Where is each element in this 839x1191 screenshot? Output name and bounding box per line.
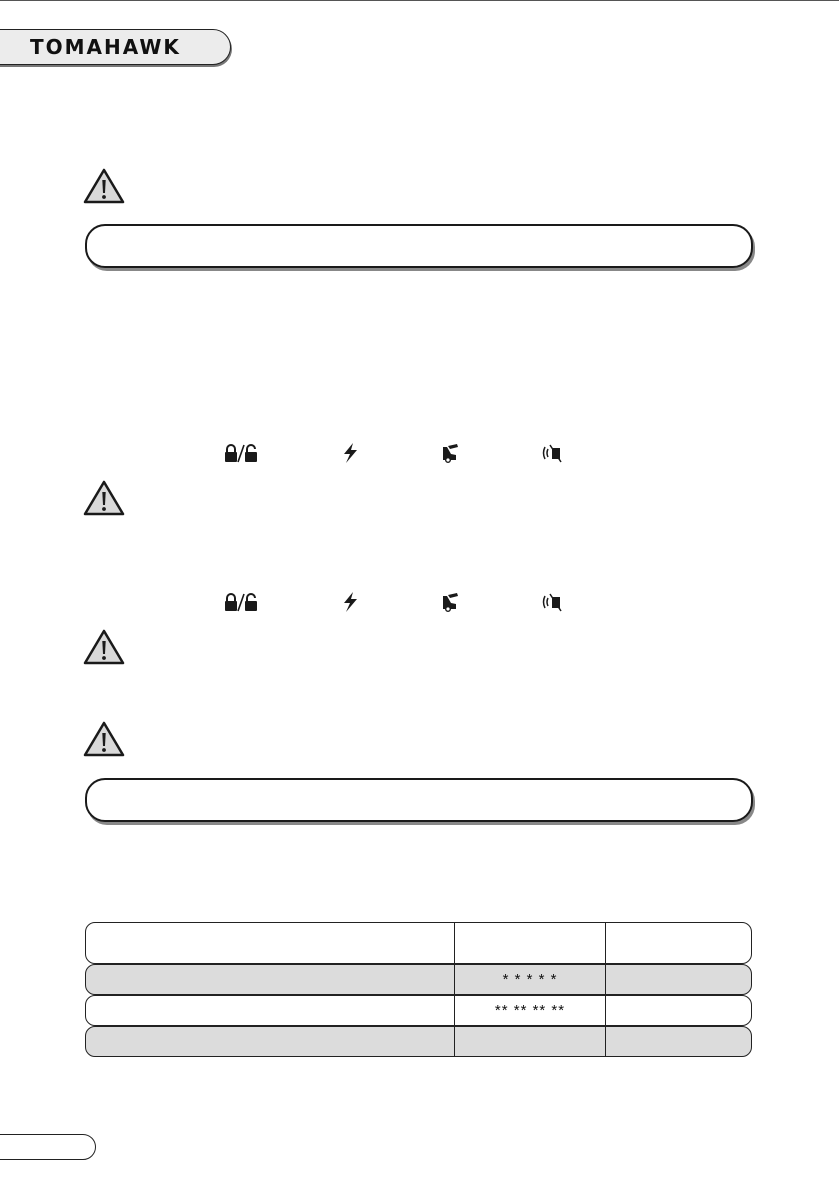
page-number-tab — [0, 1134, 96, 1160]
table-cell-name — [86, 1027, 455, 1056]
table-cell-pattern: ** ** ** ** — [455, 996, 606, 1025]
siren-mute-icon — [542, 442, 562, 464]
table-cell-name — [86, 923, 455, 963]
table-header-row — [85, 922, 752, 964]
table-row — [85, 995, 752, 1026]
table-cell-extra — [606, 1027, 751, 1056]
table-cell-extra — [606, 996, 751, 1025]
trunk-icon — [442, 442, 460, 464]
warning-icon — [83, 480, 125, 516]
warning-icon — [83, 629, 125, 665]
lock-unlock-icon — [223, 442, 257, 464]
table-row — [85, 964, 752, 995]
table-cell-name — [86, 965, 455, 994]
brand-logo-text: TOMAHAWK — [30, 35, 181, 59]
table-cell-pattern — [455, 1027, 606, 1056]
table-row — [85, 1026, 752, 1057]
top-rule — [0, 0, 839, 1]
table-cell-name — [86, 996, 455, 1025]
section-title-bar-1 — [85, 224, 753, 268]
siren-mute-icon — [542, 591, 562, 613]
table-cell-pattern: * * * * * — [455, 965, 606, 994]
lock-unlock-icon — [223, 591, 257, 613]
table-cell-extra — [606, 923, 751, 963]
flash-icon — [341, 591, 359, 613]
warning-icon — [83, 721, 125, 757]
warning-icon — [83, 168, 125, 204]
section-title-bar-2 — [85, 778, 753, 822]
flash-icon — [341, 442, 359, 464]
table-cell-extra — [606, 965, 751, 994]
table-cell-pattern — [455, 923, 606, 963]
trunk-icon — [442, 591, 460, 613]
